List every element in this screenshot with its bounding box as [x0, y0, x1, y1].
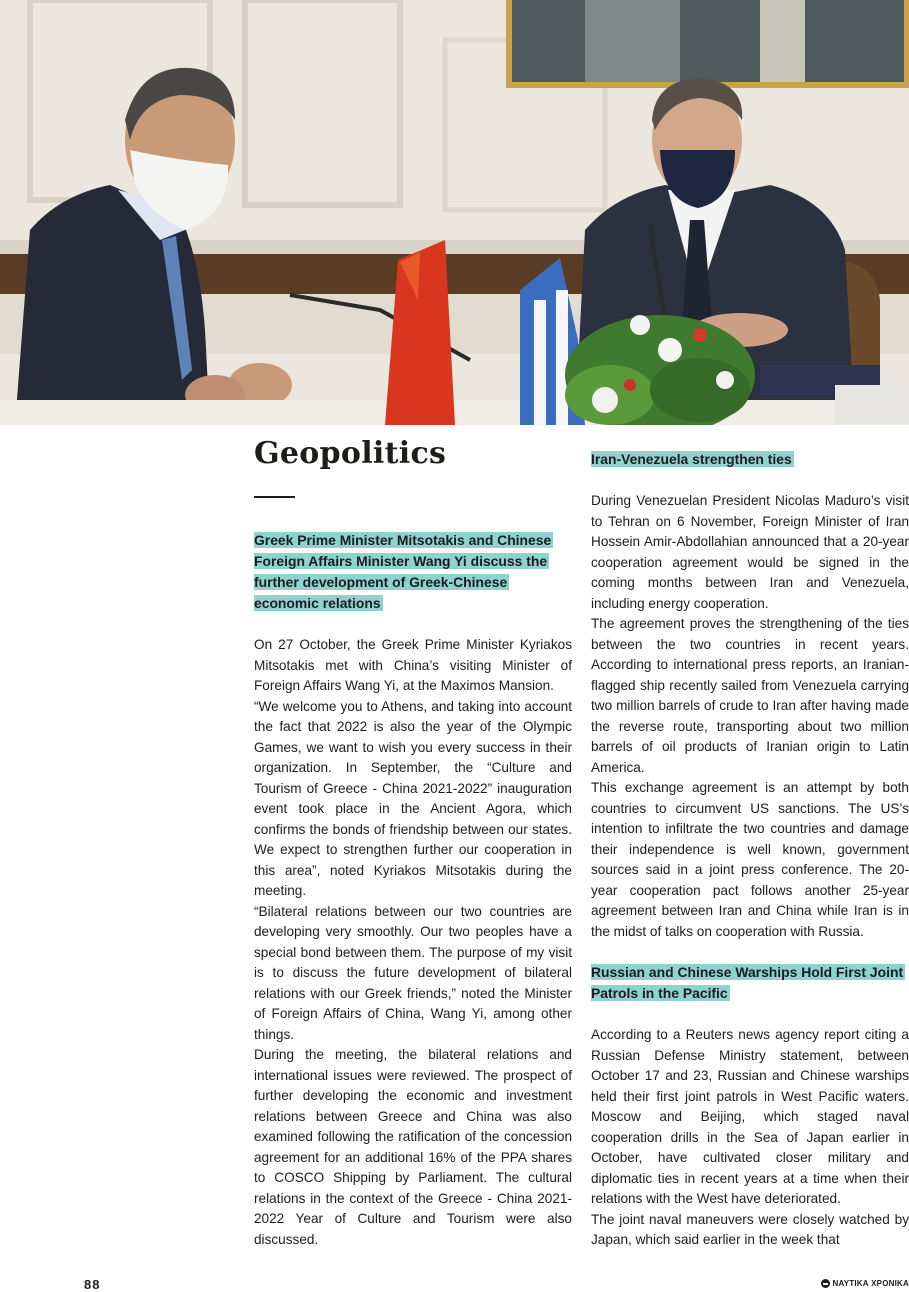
article-3-headline [591, 962, 909, 1004]
page-number: 88 [84, 1277, 100, 1292]
article-3-paragraph-2: The joint naval maneuvers were closely watched by Japan, which said earlier in the week that [591, 1210, 909, 1251]
header-photo [0, 0, 909, 425]
article-1-paragraph-4: During the meeting, the bilateral relations and international issues were reviewed. The prospect of further developing the economic and investment relations between Greece and China was also examined following the ratification of the concession agreement for an additional 16% of the PPA shares to COSCO Shipping by Parliament. The cultural relations in the context of the Greece - China 2021-2022 Year of Culture and Tourism were also discussed. [254, 1045, 572, 1250]
article-3-paragraph-1: According to a Reuters news agency report citing a Russian Defense Ministry statement, between October 17 and 23, Russian and Chinese warships held their first joint patrols in West Pacific waters. Moscow and Beijing, which staged naval cooperation drills in the Sea of Japan earlier in October, have cultivated closer military and diplomatic ties in recent years at a time when their relations with the West have deteriorated. [591, 1025, 909, 1210]
section-title: Geopolitics [254, 436, 446, 471]
article-2-paragraph-3: This exchange agreement is an attempt by both countries to circumvent US sanctions. The US’s intention to infiltrate the two countries and damage their independence is well known, government sources said in a joint press conference. The 20-year cooperation pact follows another 25-year agreement between Iran and China while Iran is in the midst of talks on cooperation with Russia. [591, 778, 909, 942]
article-column-left [254, 530, 572, 1250]
article-column-right [591, 449, 909, 1251]
publication-footer [821, 1279, 909, 1288]
title-divider [254, 496, 295, 498]
publication-logo-icon [821, 1279, 830, 1288]
article-2-paragraph-2: The agreement proves the strengthening of the ties between the two countries in recent years. According to international press reports, an Iranian-flagged ship recently sailed from Venezuela carrying two million barrels of crude to Iran after having made the reverse route, transporting about two million barrels of oil products of Iranian origin to Latin America. [591, 614, 909, 778]
article-2-paragraph-1: During Venezuelan President Nicolas Maduro’s visit to Tehran on 6 November, Foreign Minister of Iran Hossein Amir-Abdollahian announced that a 20-year cooperation agreement would be signed in the coming months between Iran and Venezuela, including energy cooperation. [591, 491, 909, 614]
article-3-headline-text: Russian and Chinese Warships Hold First Joint Patrols in the Pacific [591, 964, 905, 1001]
article-1-headline [254, 530, 572, 614]
meeting-photo-illustration [0, 0, 909, 425]
article-2-headline-text: Iran-Venezuela strengthen ties [591, 451, 794, 467]
article-2-headline [591, 449, 909, 470]
article-1-paragraph-3: “Bilateral relations between our two countries are developing very smoothly. Our two peoples have a special bond between them. The purpose of my visit is to discuss the future development of bilateral relations with our Greek friends,” noted the Minister of Foreign Affairs of China, Wang Yi, among other things. [254, 902, 572, 1046]
publication-name: ΝΑΥΤΙΚΑ ΧΡΟΝΙΚΑ [833, 1279, 909, 1288]
article-1-paragraph-2: “We welcome you to Athens, and taking into account the fact that 2022 is also the year of the Olympic Games, we want to wish you every success in their organization. In September, the “Culture and Tourism of Greece - China 2021-2022” inauguration event took place in the Ancient Agora, which confirms the bonds of friendship between our states. We expect to strengthen further our cooperation in this area”, noted Kyriakos Mitsotakis during the meeting. [254, 697, 572, 902]
article-1-headline-text: Greek Prime Minister Mitsotakis and Chinese Foreign Affairs Minister Wang Yi discuss the further development of Greek-Chinese economic relations [254, 532, 553, 611]
article-1-paragraph-1: On 27 October, the Greek Prime Minister Kyriakos Mitsotakis met with China’s visiting Minister of Foreign Affairs Wang Yi, at the Maximos Mansion. [254, 635, 572, 697]
